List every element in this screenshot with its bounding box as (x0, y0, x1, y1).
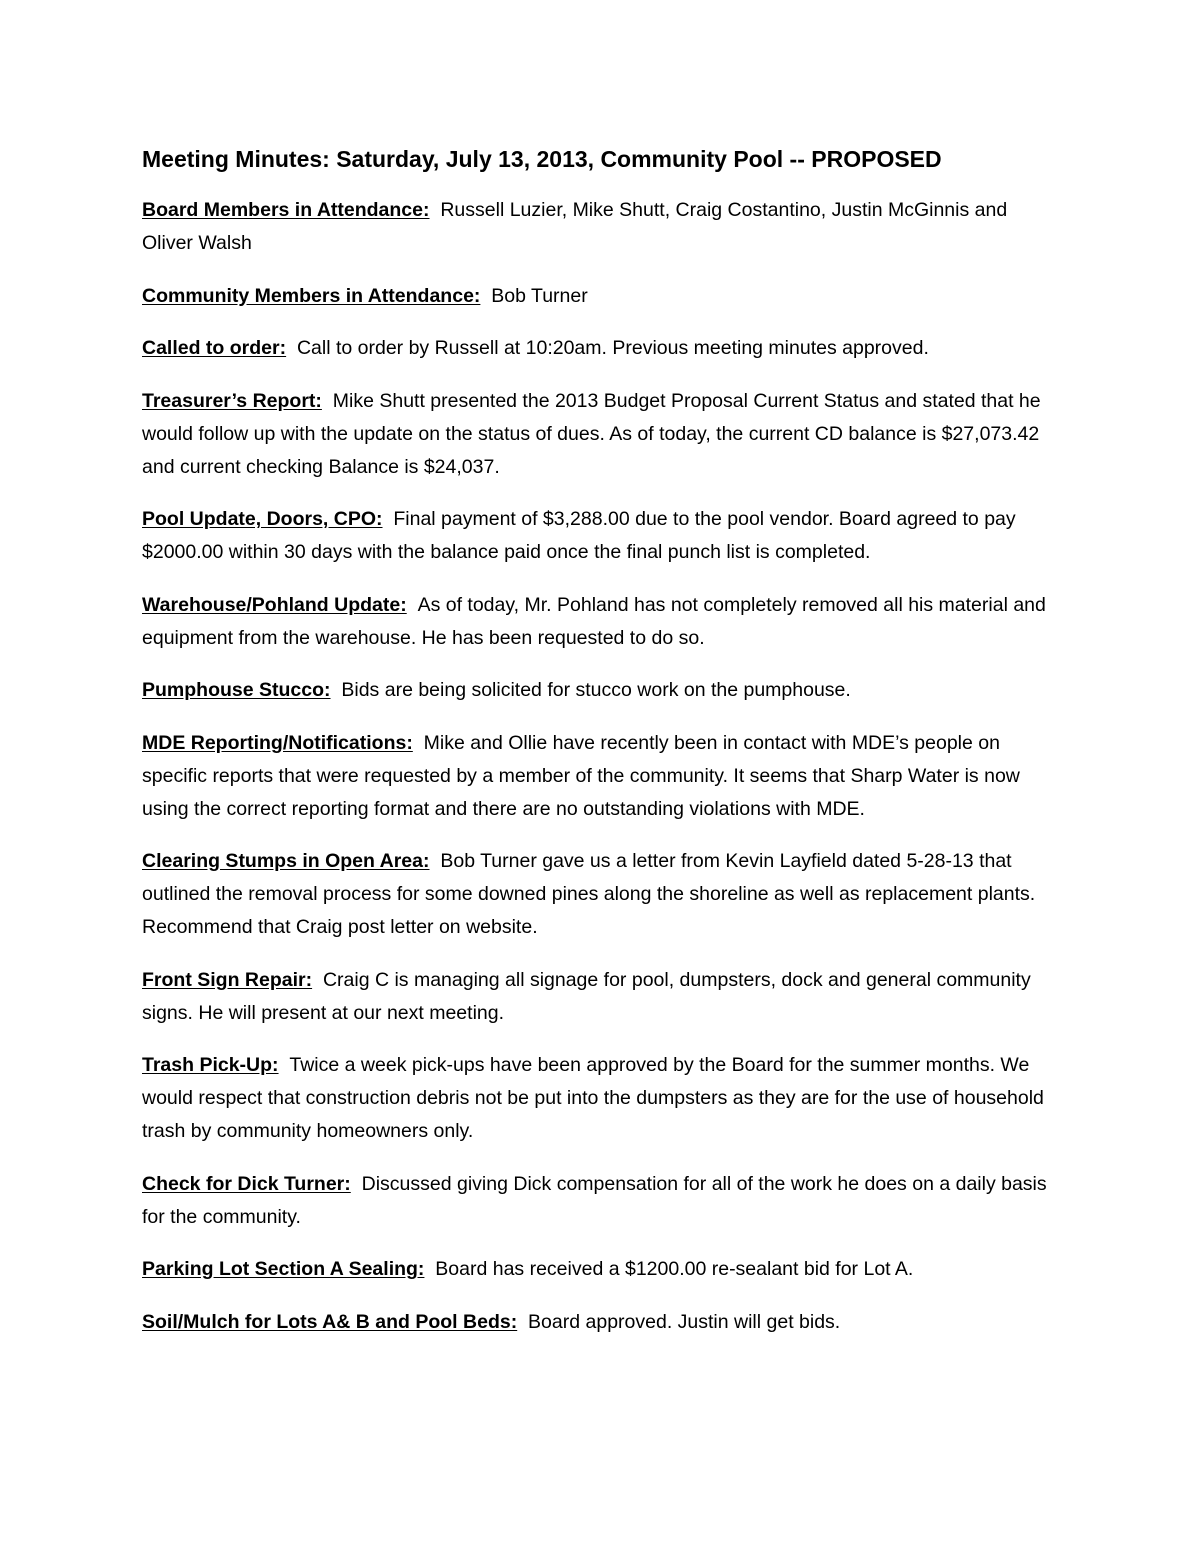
section-label: Treasurer’s Report: (142, 389, 322, 412)
section-label: Community Members in Attendance: (142, 284, 481, 307)
section-text: Final payment of $3,288.00 due to the pool vendor. Board agreed to pay $2000.00 within 30 days with the balance paid once the final punch list is completed. (142, 508, 1016, 563)
section-called-to-order (142, 332, 1062, 365)
section-text: Craig C is managing all signage for pool, dumpsters, dock and general community signs. He will present at our next meeting. (142, 968, 1031, 1024)
section-label: Clearing Stumps in Open Area: (142, 850, 430, 872)
section-label: Pumphouse Stucco: (142, 679, 331, 701)
section-soil-mulch (142, 1306, 1062, 1339)
section-trash-pickup (142, 1049, 1062, 1148)
section-warehouse-update (142, 589, 1062, 655)
section-text: As of today, Mr. Pohland has not completely removed all his material and equipment from the warehouse. He has been requested to do so. (142, 593, 1046, 649)
section-text: Bob Turner gave us a letter from Kevin Layfield dated 5-28-13 that outlined the removal process for some downed pines along the shoreline as well as replacement plants. Recommend that Craig post letter on website. (142, 850, 1036, 938)
section-text: Bob Turner (491, 284, 588, 307)
section-text: Discussed giving Dick compensation for all of the work he does on a daily basis for the community. (142, 1172, 1047, 1228)
section-text: Mike and Ollie have recently been in contact with MDE’s people on specific reports that were requested by a member of the community. It seems that Sharp Water is now using the correct reporting format and there are no outstanding violations with MDE. (142, 731, 1020, 820)
section-treasurers-report (142, 385, 1062, 484)
section-text: Bids are being solicited for stucco work on the pumphouse. (341, 679, 851, 701)
section-label: Front Sign Repair: (142, 968, 313, 991)
section-text: Board approved. Justin will get bids. (528, 1310, 841, 1333)
section-label: Called to order: (142, 337, 287, 359)
section-label: MDE Reporting/Notifications: (142, 731, 413, 754)
section-label: Board Members in Attendance: (142, 199, 430, 221)
section-label: Warehouse/Pohland Update: (142, 593, 407, 616)
section-pool-update (142, 503, 1062, 569)
section-parking-lot-sealing (142, 1253, 1062, 1286)
section-community-members (142, 280, 1062, 313)
minutes-page (142, 140, 1062, 1358)
page-title: Meeting Minutes: Saturday, July 13, 2013, Community Pool -- PROPOSED (142, 146, 942, 172)
section-text: Twice a week pick-ups have been approved by the Board for the summer months. We would respect that construction debris not be put into the dumpsters as they are for the use of household trash by community homeowners only. (142, 1054, 1044, 1142)
section-text: Russell Luzier, Mike Shutt, Craig Costantino, Justin McGinnis and Oliver Walsh (142, 199, 1008, 254)
section-text: Call to order by Russell at 10:20am. Previous meeting minutes approved. (296, 337, 929, 359)
section-front-sign-repair (142, 964, 1062, 1030)
section-pumphouse-stucco (142, 674, 1062, 707)
section-label: Check for Dick Turner: (142, 1172, 351, 1195)
section-label: Soil/Mulch for Lots A& B and Pool Beds: (142, 1310, 518, 1333)
section-clearing-stumps (142, 845, 1062, 944)
section-text: Board has received a $1200.00 re-sealant bid for Lot A. (435, 1258, 914, 1280)
section-label: Parking Lot Section A Sealing: (142, 1258, 425, 1280)
section-mde-reporting (142, 727, 1062, 826)
section-check-dick-turner (142, 1168, 1062, 1234)
section-board-members (142, 194, 1062, 260)
section-label: Pool Update, Doors, CPO: (142, 508, 383, 530)
section-text: Mike Shutt presented the 2013 Budget Proposal Current Status and stated that he would follow up with the update on the status of dues. As of today, the current CD balance is $27,073.42 and current checking Balance is $24,037. (142, 389, 1041, 478)
section-label: Trash Pick-Up: (142, 1054, 279, 1076)
